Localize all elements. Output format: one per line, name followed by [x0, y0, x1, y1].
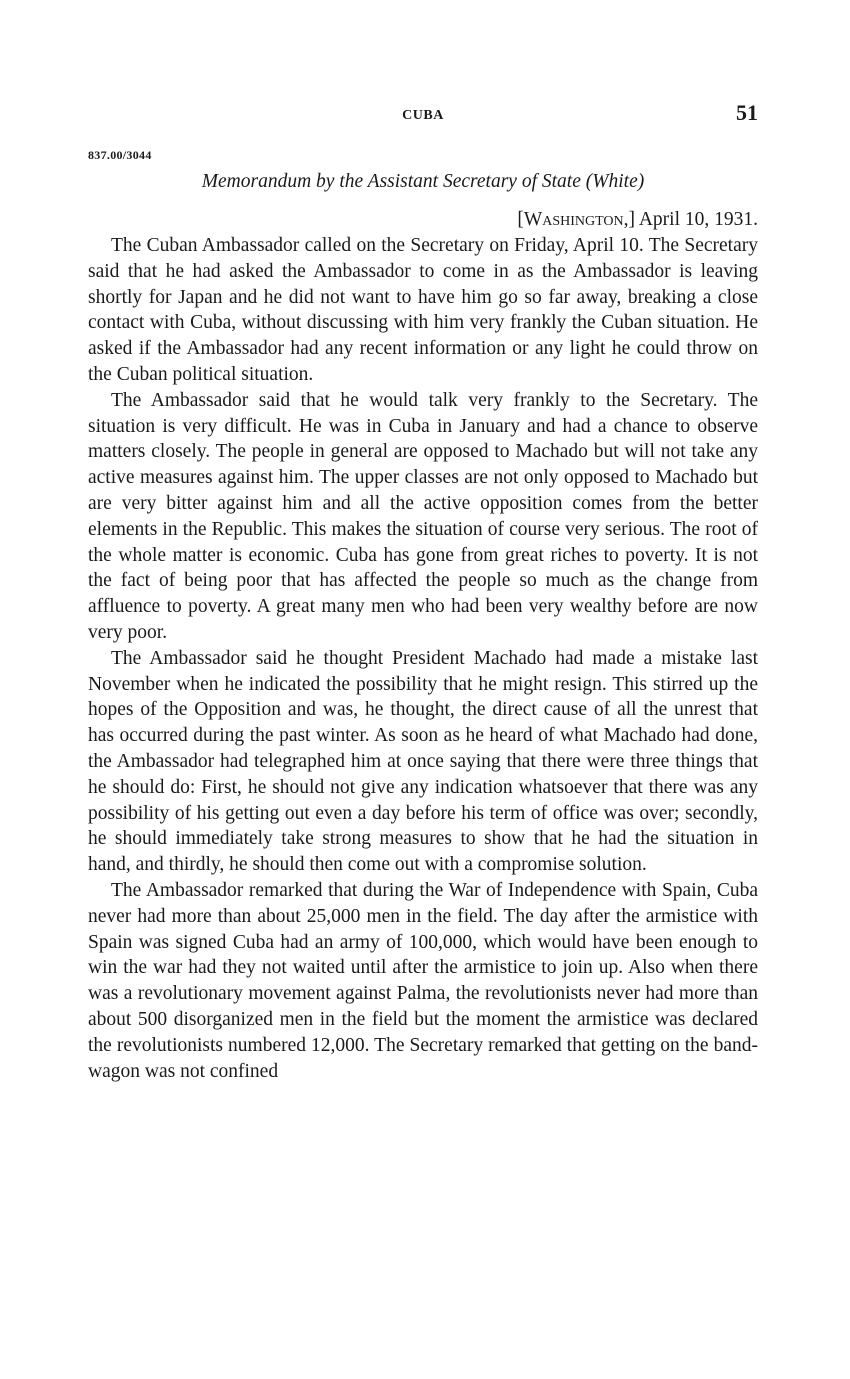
paragraph-4: The Ambassador remarked that during the War of Independence with Spain, Cuba never had more than about 25,000 men in the field. The day after the armistice with Spain was signed Cuba had an army of 100,000, which would have been enough to win the war had they not waited until after the armistice to join up. Also when there was a revolutionary movement against Palma, the revolutionists never had more than about 500 disorganized men in the field but the moment the armistice was declared the revolutionists numbered 12,000. The Secretary remarked that getting on the band-wagon was not confined: [88, 879, 758, 1082]
document-title: Memorandum by the Assistant Secretary of State (White): [201, 171, 645, 192]
paragraph-3: The Ambassador said he thought President Machado had made a mistake last November when he indicated the possibility that he might resign. This stirred up the hopes of the Opposition and was, he thought, the direct cause of all the unrest that has occurred during the past winter. As soon as he heard of what Machado had done, the Ambassador had telegraphed him at once saying that there were three things that he should do: First, he should not give any indication whatsoever that there was any possibility of his getting out even a day before his term of office was over; secondly, he should immediately take strong measures to show that he had the situation in hand, and thirdly, he should then come out with a compromise solution.: [88, 647, 758, 876]
paragraph-1: The Cuban Ambassador called on the Secretary on Friday, April 10. The Secretary said that he had asked the Ambassador to come in as the Ambassador is leaving shortly for Japan and he did not want to have him go so far away, breaking a close contact with Cuba, without discussing with him very frankly the Cuban situation. He asked if the Ambassador had any recent information or any light he could throw on the Cuban political situation.: [88, 235, 758, 385]
memorandum-body: [88, 233, 758, 1084]
dateline-place: [Washington,]: [517, 209, 636, 230]
dateline: [88, 207, 758, 233]
page-number: 51: [736, 100, 758, 125]
dateline-date: April 10, 1931.: [638, 209, 758, 230]
file-number: 837.00/3044: [88, 148, 152, 162]
paragraph-2: The Ambassador said that he would talk very frankly to the Secretary. The situation is very difficult. He was in Cuba in January and had a chance to observe matters closely. The people in general are opposed to Machado but will not take any active measures against him. The upper classes are not only opposed to Machado but are very bitter against him and all the active opposition comes from the better elements in the Republic. This makes the situation of course very serious. The root of the whole matter is economic. Cuba has gone from great riches to poverty. It is not the fact of being poor that has affected the people so much as the change from affluence to poverty. A great many men who had been very wealthy before are now very poor.: [88, 389, 758, 643]
running-title: CUBA: [402, 108, 444, 123]
running-head: [88, 100, 758, 132]
document-page: [88, 100, 758, 1084]
